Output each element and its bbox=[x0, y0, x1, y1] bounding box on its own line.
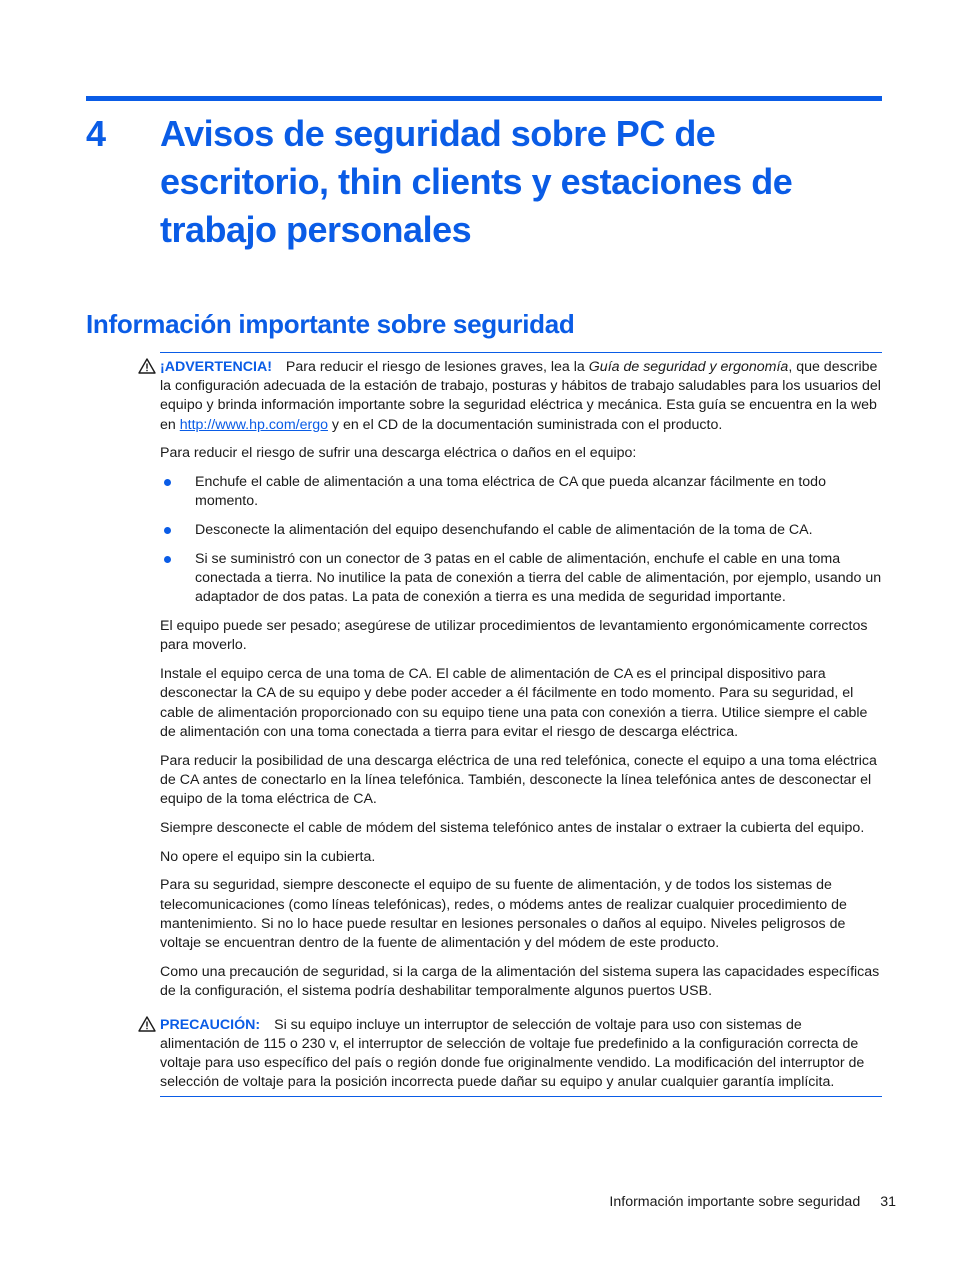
warning-text-before: Para reducir el riesgo de lesiones graves, lea la bbox=[285, 359, 589, 375]
chapter-title: Avisos de seguridad sobre PC de escritorio, thin clients y estaciones de trabajo personales bbox=[160, 113, 793, 250]
list-item bbox=[160, 550, 882, 608]
footer-section-title: Información importante sobre seguridad bbox=[609, 1194, 861, 1210]
bullet-dot-icon bbox=[164, 527, 171, 534]
ergo-link[interactable]: http://www.hp.com/ergo bbox=[179, 416, 328, 433]
warning-label: ¡ADVERTENCIA! bbox=[160, 359, 272, 375]
caution-text: Si su equipo incluye un interruptor de selección de voltaje para uso con sistemas de alimentación de 115 o 230 v, el interruptor de selección de voltaje fue predefinido a la configuración correcta de voltaje para uso específico del país o región donde fue originalmente vendido. La modificación del interruptor de selección de voltaje para la posición incorrecta puede dañar su equipo y anular cualquier garantía implícita. bbox=[160, 1016, 865, 1091]
warning-text-after: y en el CD de la documentación suministrada con el producto. bbox=[327, 416, 723, 433]
list-item-text: Enchufe el cable de alimentación a una toma eléctrica de CA que pueda alcanzar fácilmente en todo momento. bbox=[195, 474, 826, 510]
body-paragraph: Instale el equipo cerca de una toma de CA. El cable de alimentación de CA es el principal dispositivo para desconectar la CA de su equipo y debe poder acceder a él fácilmente en todo momento. Para su seguridad, el cable de alimentación proporcionado con su equipo tiene una pata con conexión a tierra. Utilice siempre el cable de alimentación con una toma conectada a tierra para evitar el riesgo de descarga eléctrica. bbox=[160, 666, 868, 740]
page-number: 31 bbox=[880, 1194, 896, 1210]
list-item-text: Desconecte la alimentación del equipo desenchufando el cable de alimentación de la toma de CA. bbox=[195, 522, 813, 539]
warning-bullet-list bbox=[160, 473, 882, 607]
bullet-dot-icon bbox=[164, 556, 171, 563]
warning-triangle-icon bbox=[138, 1016, 156, 1032]
page-footer bbox=[609, 1193, 896, 1212]
chapter-number: 4 bbox=[86, 113, 107, 154]
warning-notice bbox=[160, 352, 882, 1001]
caution-notice bbox=[160, 1011, 882, 1097]
caution-paragraph bbox=[160, 1016, 882, 1093]
warning-triangle-icon bbox=[138, 358, 156, 374]
body-paragraph: Para reducir la posibilidad de una descarga eléctrica de una red telefónica, conecte el equipo a una toma eléctrica de CA antes de conectarlo en la línea telefónica. También, desconecte la línea telefónica antes de desconectar el equipo de la toma eléctrica de CA. bbox=[160, 752, 877, 808]
list-item-text: Si se suministró con un conector de 3 patas en el cable de alimentación, enchufe el cable en una toma conectada a tierra. No inutilice la pata de conexión a tierra del cable de alimentación, por ejemplo, usando un adaptador de dos patas. La pata de conexión a tierra es una medida de seguridad importante. bbox=[195, 551, 882, 606]
body-paragraph: El equipo puede ser pesado; asegúrese de utilizar procedimientos de levantamiento ergonómicamente correctos para moverlo. bbox=[160, 618, 868, 654]
chapter-rule bbox=[86, 96, 882, 101]
warning-text-mid: , que describe la configuración adecuada de la estación de trabajo, posturas y hábitos de trabajo saludables para los usuarios del equipo y brinda información importante sobre la seguridad eléctrica y mecánica. Esta guía se encuentra en la web en bbox=[160, 359, 881, 433]
body-paragraph: Para su seguridad, siempre desconecte el equipo de su fuente de alimentación, y de todos los sistemas de telecomunicaciones (como líneas telefónicas), redes, o módems antes de realizar cualquier procedimiento de mantenimiento. Si no lo hace puede resultar en lesiones personales o daños al equipo. Niveles peligrosos de voltaje se encuentran dentro de la fuente de alimentación y del módem de este producto. bbox=[160, 877, 847, 952]
document-body bbox=[160, 352, 882, 1097]
list-item bbox=[160, 473, 882, 511]
body-paragraph: Como una precaución de seguridad, si la carga de la alimentación del sistema supera las capacidades específicas de la configuración, el sistema podría deshabilitar temporalmente algunos puertos USB. bbox=[160, 963, 880, 1000]
body-paragraph: Siempre desconecte el cable de módem del sistema telefónico antes de instalar o extraer la cubierta del equipo. bbox=[160, 819, 865, 836]
list-item bbox=[160, 521, 882, 540]
guide-title: Guía de seguridad y ergonomía bbox=[588, 359, 789, 375]
body-paragraph: No opere el equipo sin la cubierta. bbox=[160, 848, 376, 865]
section-title: Información importante sobre seguridad bbox=[86, 309, 575, 339]
caution-label: PRECAUCIÓN: bbox=[160, 1016, 261, 1033]
warning-paragraph bbox=[160, 358, 882, 435]
bullet-dot-icon bbox=[164, 479, 171, 486]
warning-intro: Para reducir el riesgo de sufrir una descarga eléctrica o daños en el equipo: bbox=[160, 445, 637, 462]
